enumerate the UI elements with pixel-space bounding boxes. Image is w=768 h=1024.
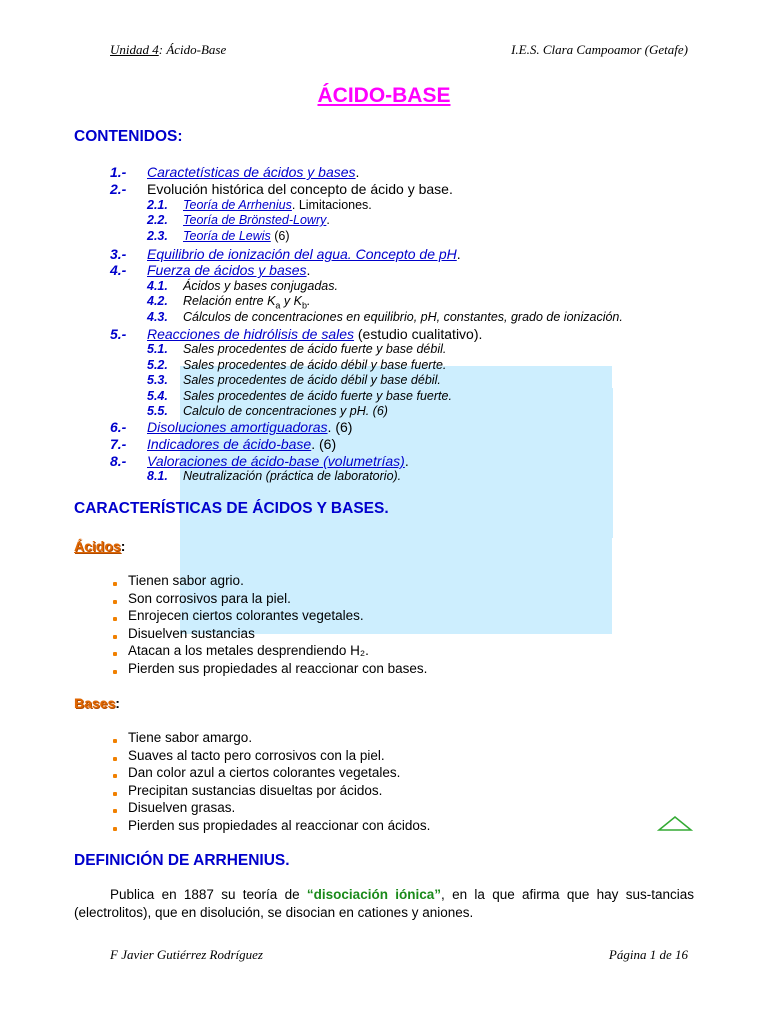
toc-link[interactable]: Valoraciones de ácido-base (volumetrías): [147, 453, 405, 469]
toc-number: 4.1.: [147, 279, 168, 293]
list-item: [110, 729, 430, 747]
list-item: [110, 747, 430, 765]
bullet-icon: [113, 739, 117, 743]
toc-number: 8.-: [110, 453, 127, 469]
toc-text: Relación entre $K_a$ y $K_b$.: [183, 294, 311, 311]
subscript: b: [301, 300, 307, 311]
toc-number: 5.5.: [147, 404, 168, 418]
bullet-icon: [113, 600, 117, 604]
list-item: [110, 607, 427, 625]
toc-text: [147, 436, 336, 452]
toc-link-tail: .: [326, 213, 330, 227]
page-header: [110, 42, 688, 58]
toc-number: 2.-: [110, 181, 127, 197]
toc-link[interactable]: Reacciones de hidrólisis de sales: [147, 326, 354, 342]
toc-link-tail: . (6): [311, 436, 337, 452]
bullet-icon: [113, 809, 117, 813]
toc-number: 5.4.: [147, 389, 168, 403]
header-unit: Unidad 4: Ácido-Base: [110, 42, 227, 57]
highlight-block: [612, 388, 613, 538]
toc-text: [183, 229, 290, 243]
list-item: [110, 817, 430, 835]
toc-number: 2.1.: [147, 198, 168, 212]
arrhenius-paragraph: Publica en 1887 su teoría de “disociación iónica”, en la que afirma que hay sus-tancias (electrolitos), que en disolución, se disocian en cationes y aniones.: [74, 887, 694, 920]
toc-text: Sales procedentes de ácido fuerte y base débil.: [183, 342, 447, 356]
toc-number: 6.-: [110, 419, 127, 435]
back-to-top-icon[interactable]: [657, 814, 693, 832]
list-item-text: Disuelven grasas.: [128, 800, 236, 815]
toc-text: [147, 164, 359, 180]
toc-number: 2.2.: [147, 213, 168, 227]
acids-label: Ácidos:: [74, 538, 126, 554]
bullet-icon: [113, 774, 117, 778]
toc-text: Cálculos de concentraciones en equilibrio, pH, constantes, grado de ionización.: [183, 310, 623, 324]
list-item-text: Dan color azul a ciertos colorantes vegetales.: [128, 765, 401, 780]
toc-text: Ácidos y bases conjugadas.: [183, 279, 338, 293]
toc-number: 8.1.: [147, 469, 168, 483]
toc-text: [147, 246, 461, 262]
subscript: a: [275, 300, 281, 311]
footer-page-number: Página 1 de 16: [608, 947, 688, 962]
list-item-text: Pierden sus propiedades al reaccionar con bases.: [128, 660, 428, 676]
toc-number: 1.-: [110, 164, 127, 180]
toc-link-tail: .: [306, 262, 311, 278]
bases-list: [110, 729, 430, 834]
list-item: [110, 660, 427, 678]
toc-text: [147, 419, 352, 435]
toc-link[interactable]: Indicadores de ácido-base: [147, 436, 312, 452]
bullet-icon: [113, 792, 117, 796]
toc-text: Sales procedentes de ácido débil y base fuerte.: [183, 358, 447, 372]
list-item-text: Pierden sus propiedades al reaccionar con ácidos.: [128, 817, 431, 833]
list-item: [110, 625, 427, 643]
toc-link[interactable]: Fuerza de ácidos y bases: [147, 262, 307, 278]
toc-text: [183, 198, 372, 212]
list-item-text: Son corrosivos para la piel.: [128, 590, 291, 606]
footer-author: F Javier Gutiérrez Rodríguez: [110, 947, 263, 962]
list-item-text: Enrojecen ciertos colorantes vegetales.: [128, 608, 364, 623]
toc-link[interactable]: Equilibrio de ionización del agua. Concepto de pH: [147, 246, 457, 262]
list-item: [110, 764, 430, 782]
list-item: [110, 782, 430, 800]
toc-number: 4.2.: [147, 294, 168, 308]
toc-text: Calculo de concentraciones y pH. (6): [183, 404, 388, 418]
list-item-text: Suaves al tacto pero corrosivos con la piel.: [128, 747, 385, 763]
bullet-icon: [113, 617, 117, 621]
toc-link[interactable]: Teoría de Brönsted-Lowry: [183, 213, 327, 227]
toc-text: [147, 326, 482, 342]
list-item-text: Atacan a los metales desprendiendo H₂.: [128, 643, 369, 658]
toc-link-tail: . (6): [327, 419, 353, 435]
list-item-text: Tiene sabor amargo.: [128, 730, 253, 745]
toc-number: 5.1.: [147, 342, 168, 356]
toc-number: 7.-: [110, 436, 127, 452]
toc-link-tail: . Limitaciones.: [291, 198, 372, 212]
toc-link[interactable]: Teoría de Lewis: [183, 229, 271, 243]
toc-number: 5.2.: [147, 358, 168, 372]
header-school: I.E.S. Clara Campoamor (Getafe): [511, 42, 688, 57]
bullet-icon: [113, 757, 117, 761]
section-characteristics-heading: CARACTERÍSTICAS DE ÁCIDOS Y BASES.: [74, 500, 389, 517]
section-arrhenius-heading: DEFINICIÓN DE ARRHENIUS.: [74, 852, 290, 869]
toc-link-tail: (6): [270, 229, 290, 243]
toc-link-tail: .: [355, 164, 360, 180]
toc-text: Sales procedentes de ácido fuerte y base fuerte.: [183, 389, 452, 403]
bullet-icon: [113, 670, 117, 674]
contents-heading: CONTENIDOS:: [74, 128, 183, 145]
toc-number: 4.3.: [147, 310, 168, 324]
toc-number: 5.-: [110, 326, 127, 342]
list-item: [110, 799, 430, 817]
toc-link-tail: (estudio cualitativo).: [354, 326, 483, 342]
list-item-text: Disuelven sustancias: [128, 625, 255, 641]
toc-number: 5.3.: [147, 373, 168, 387]
bases-label: Bases:: [74, 695, 120, 711]
list-item: [110, 590, 427, 608]
toc-number: 2.3.: [147, 229, 168, 243]
acids-list: [110, 572, 427, 677]
list-item-text: Tienen sabor agrio.: [128, 573, 244, 588]
toc-number: 3.-: [110, 246, 127, 262]
bullet-icon: [113, 582, 117, 586]
toc-text: Neutralización (práctica de laboratorio).: [183, 469, 402, 483]
toc-link-tail: .: [404, 453, 409, 469]
toc-text: [183, 213, 330, 227]
toc-text: Evolución histórica del concepto de ácido y base.: [147, 181, 453, 197]
toc-number: 4.-: [110, 262, 127, 278]
page-title: ÁCIDO-BASE: [317, 84, 451, 107]
toc-link[interactable]: Teoría de Arrhenius: [183, 198, 292, 212]
toc-text: [147, 262, 310, 278]
toc-link[interactable]: Caractetísticas de ácidos y bases: [147, 164, 356, 180]
list-item: [110, 642, 427, 660]
toc-link[interactable]: Disoluciones amortiguadoras: [147, 419, 328, 435]
list-item-text: Precipitan sustancias disueltas por ácidos.: [128, 782, 383, 798]
list-item: [110, 572, 427, 590]
bullet-icon: [113, 827, 117, 831]
toc-link-tail: .: [456, 246, 461, 262]
toc-text: Sales procedentes de ácido débil y base débil.: [183, 373, 441, 387]
toc-text: [147, 453, 409, 469]
page-footer: [110, 947, 688, 963]
bullet-icon: [113, 635, 117, 639]
bullet-icon: [113, 652, 117, 656]
